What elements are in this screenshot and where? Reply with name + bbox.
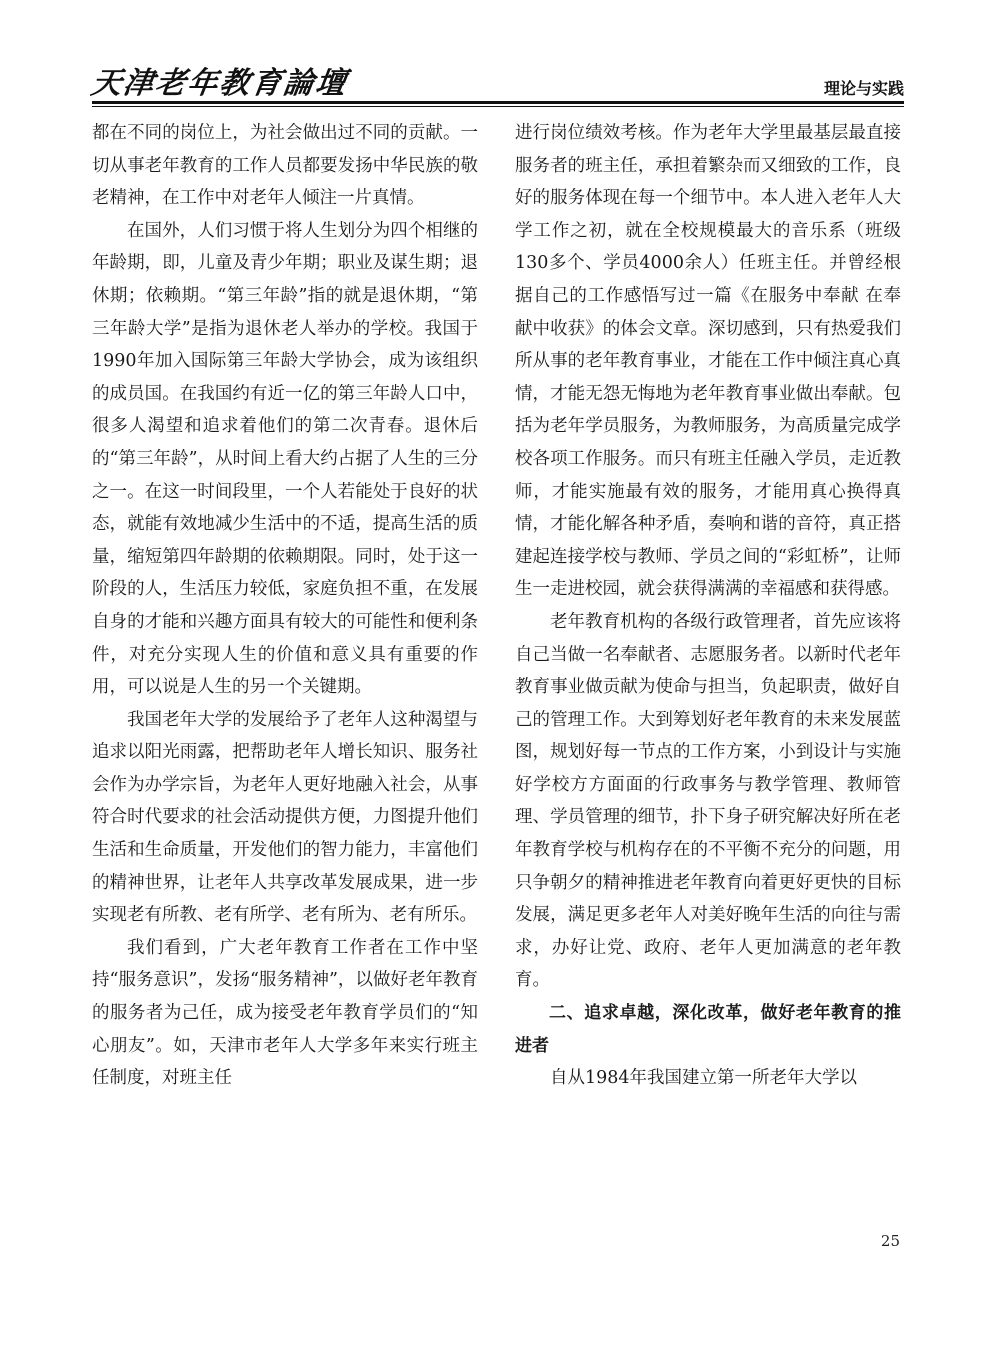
left-column <box>92 117 478 1095</box>
header-rule-thick <box>92 101 904 104</box>
journal-logo: 天津老年教育論壇 <box>89 66 350 101</box>
section-title: 理论与实践 <box>823 79 904 98</box>
paragraph: 我国老年大学的发展给予了老年人这种渴望与追求以阳光雨露，把帮助老年人增长知识、服务社会作为办学宗旨，为老年人更好地融入社会，从事符合时代要求的社会活动提供方便，力图提升他们生活和生命质量，开发他们的智力能力，丰富他们的精神世界，让老年人共享改革发展成果，进一步实现老有所教、老有所学、老有所为、老有所乐。 <box>92 709 478 926</box>
header-rule-thin <box>92 106 904 107</box>
paragraph: 我们看到，广大老年教育工作者在工作中坚持“服务意识”，发扬“服务精神”，以做好老年教育的服务者为己任，成为接受老年教育学员们的“知心朋友”。如，天津市老年人大学多年来实行班主任制度，对班主任 <box>92 937 478 1089</box>
paragraph: 进行岗位绩效考核。作为老年大学里最基层最直接服务者的班主任，承担着繁杂而又细致的工作，良好的服务体现在每一个细节中。本人进入老年人大学工作之初，就在全校规模最大的音乐系（班级130多个、学员4000余人）任班主任。并曾经根据自己的工作感悟写过一篇《在服务中奉献 在奉献中收获》的体会文章。深切感到，只有热爱我们所从事的老年教育事业，才能在工作中倾注真心真情，才能无怨无悔地为老年教育事业做出奉献。包括为老年学员服务，为教师服务，为高质量完成学校各项工作服务。而只有班主任融入学员，走近教师，才能实施最有效的服务，才能用真心换得真情，才能化解各种矛盾，奏响和谐的音符，真正搭建起连接学校与教师、学员之间的“彩虹桥”，让师生一走进校园，就会获得满满的幸福感和获得感。 <box>515 123 901 600</box>
paragraph: 老年教育机构的各级行政管理者，首先应该将自己当做一名奉献者、志愿服务者。以新时代老年教育事业做贡献为使命与担当，负起职责，做好自己的管理工作。大到筹划好老年教育的未来发展蓝图，规划好每一节点的工作方案，小到设计与实施好学校方方面面的行政事务与教学管理、教师管理、学员管理的细节，扑下身子研究解决好所在老年教育学校与机构存在的不平衡不充分的问题，用只争朝夕的精神推进老年教育向着更好更快的目标发展，满足更多老年人对美好晚年生活的向往与需求，办好让党、政府、老年人更加满意的老年教育。 <box>515 611 901 991</box>
paragraph: 自从1984年我国建立第一所老年大学以 <box>550 1068 858 1089</box>
section-heading: 二、追求卓越，深化改革，做好老年教育的推进者 <box>515 1003 901 1056</box>
right-column <box>515 117 901 1095</box>
page-number: 25 <box>880 1232 900 1250</box>
paragraph: 在国外，人们习惯于将人生划分为四个相继的年龄期，即，儿童及青少年期；职业及谋生期；退休期；依赖期。“第三年龄”指的就是退休期，“第三年龄大学”是指为退休老人举办的学校。我国于1990年加入国际第三年龄大学协会，成为该组织的成员国。在我国约有近一亿的第三年龄人口中，很多人渴望和追求着他们的第二次青春。退休后的“第三年龄”，从时间上看大约占据了人生的三分之一。在这一时间段里，一个人若能处于良好的状态，就能有效地减少生活中的不适，提高生活的质量，缩短第四年龄期的依赖期限。同时，处于这一阶段的人，生活压力较低，家庭负担不重，在发展自身的才能和兴趣方面具有较大的可能性和便利条件，对充分实现人生的价值和意义具有重要的作用，可以说是人生的另一个关键期。 <box>92 220 478 698</box>
paragraph: 都在不同的岗位上，为社会做出过不同的贡献。一切从事老年教育的工作人员都要发扬中华民族的敬老精神，在工作中对老年人倾注一片真情。 <box>92 123 478 209</box>
